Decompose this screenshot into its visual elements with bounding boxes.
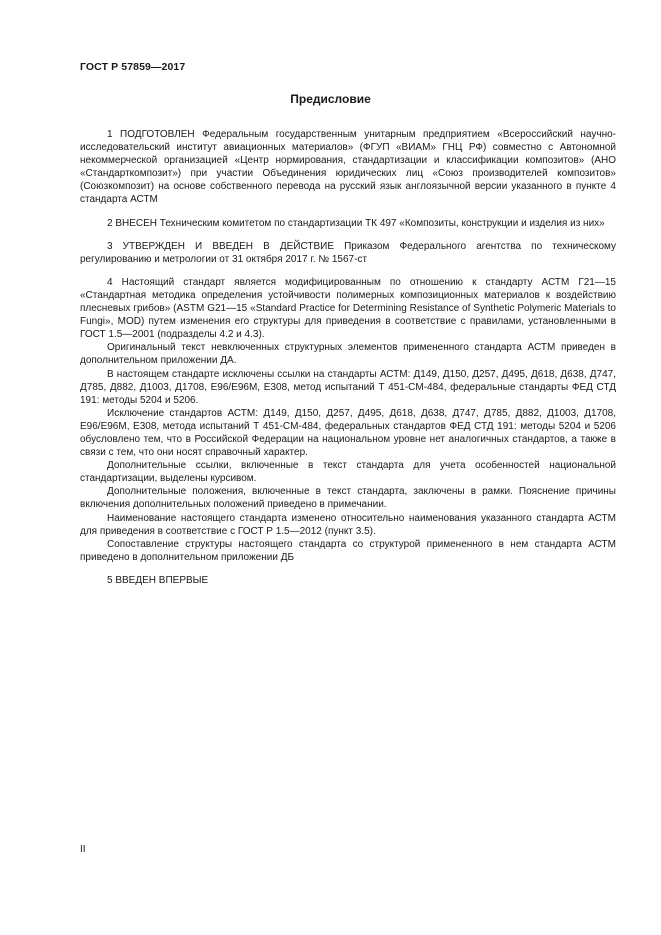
paragraph-name-change: Наименование настоящего стандарта изменено относительно наименования указанного стандарта АСТМ для приведения в соответствие с ГОСТ Р 1.5—2012 (пункт 3.5).	[80, 512, 616, 537]
paragraph-introduced-by: 2 ВНЕСЕН Техническим комитетом по стандартизации ТК 497 «Композиты, конструкции и изделия из них»	[107, 217, 605, 229]
page-number: II	[80, 844, 86, 855]
paragraph-structure-comparison: Сопоставление структуры настоящего стандарта со структурой примененного в нем стандарта АСТМ приведено в дополнительном приложении ДБ	[80, 538, 616, 563]
paragraph-additional-provisions: Дополнительные положения, включенные в текст стандарта, заключены в рамки. Пояснение причины включения дополнительных положений приведено в примечании.	[80, 486, 616, 511]
paragraph-exclusion-reason: Исключение стандартов АСТМ: Д149, Д150, Д257, Д495, Д618, Д638, Д747, Д785, Д882, Д1003, Д1708, E96/E96M, E308, метода испытаний Т 451-CM-484, федеральных стандартов ФЕД СТД 191: методы 5204 и 5206 обусловлено тем, что в Российской Федерации на национальном уровне нет аналогичных стандартов, а также в связи с тем, что они носят справочный характер.	[80, 407, 616, 459]
paragraph-additional-refs: Дополнительные ссылки, включенные в текст стандарта для учета особенностей национальной стандартизации, выделены курсивом.	[80, 460, 616, 485]
paragraph-modified-standard: 4 Настоящий стандарт является модифицированным по отношению к стандарту АСТМ Г21—15 «Стандартная методика определения устойчивости полимерных композиционных материалов к воздействию плесневых грибов» (ASTM G21—15 «Standard Practice for Determining Resistance of Synthetic Polymeric Materials to Fungi», MOD) путем изменения его структуры для приведения в соответствие с правилами, установленными в ГОСТ 1.5—2001 (подразделы 4.2 и 4.3).	[80, 276, 616, 341]
paragraph-original-text: Оригинальный текст невключенных структурных элементов примененного стандарта АСТМ приведен в дополнительном приложении ДА.	[80, 342, 616, 367]
paragraph-excluded-refs: В настоящем стандарте исключены ссылки на стандарты АСТМ: Д149, Д150, Д257, Д495, Д618, Д638, Д747, Д785, Д882, Д1003, Д1708, E96/E96M, E308, метод испытаний Т 451-CM-484, федеральные стандарты ФЕД СТД 191: методы 5204 и 5206.	[80, 368, 616, 406]
paragraph-prepared-by: 1 ПОДГОТОВЛЕН Федеральным государственным унитарным предприятием «Всероссийский научно-исследовательский институт авиационных материалов» (ФГУП «ВИАМ» ГНЦ РФ) совместно с Автономной некоммерческой организацией «Центр нормирования, стандартизации и классификации композитов» (АНО «Стандарткомпозит») при участии Объединения юридических лиц «Союз производителей композитов» (Союзкомпозит) на основе собственного перевода на русский язык англоязычной версии указанного в пункте 4 стандарта АСТМ	[80, 129, 616, 206]
paragraph-first-introduced: 5 ВВЕДЕН ВПЕРВЫЕ	[107, 574, 209, 586]
paragraph-approved: 3 УТВЕРЖДЕН И ВВЕДЕН В ДЕЙСТВИЕ Приказом Федерального агентства по техническому регулированию и метрологии от 31 октября 2017 г. № 1567-ст	[80, 240, 616, 265]
page-title: Предисловие	[290, 92, 371, 106]
foreword-body	[80, 128, 616, 587]
document-code: ГОСТ Р 57859—2017	[80, 61, 186, 73]
